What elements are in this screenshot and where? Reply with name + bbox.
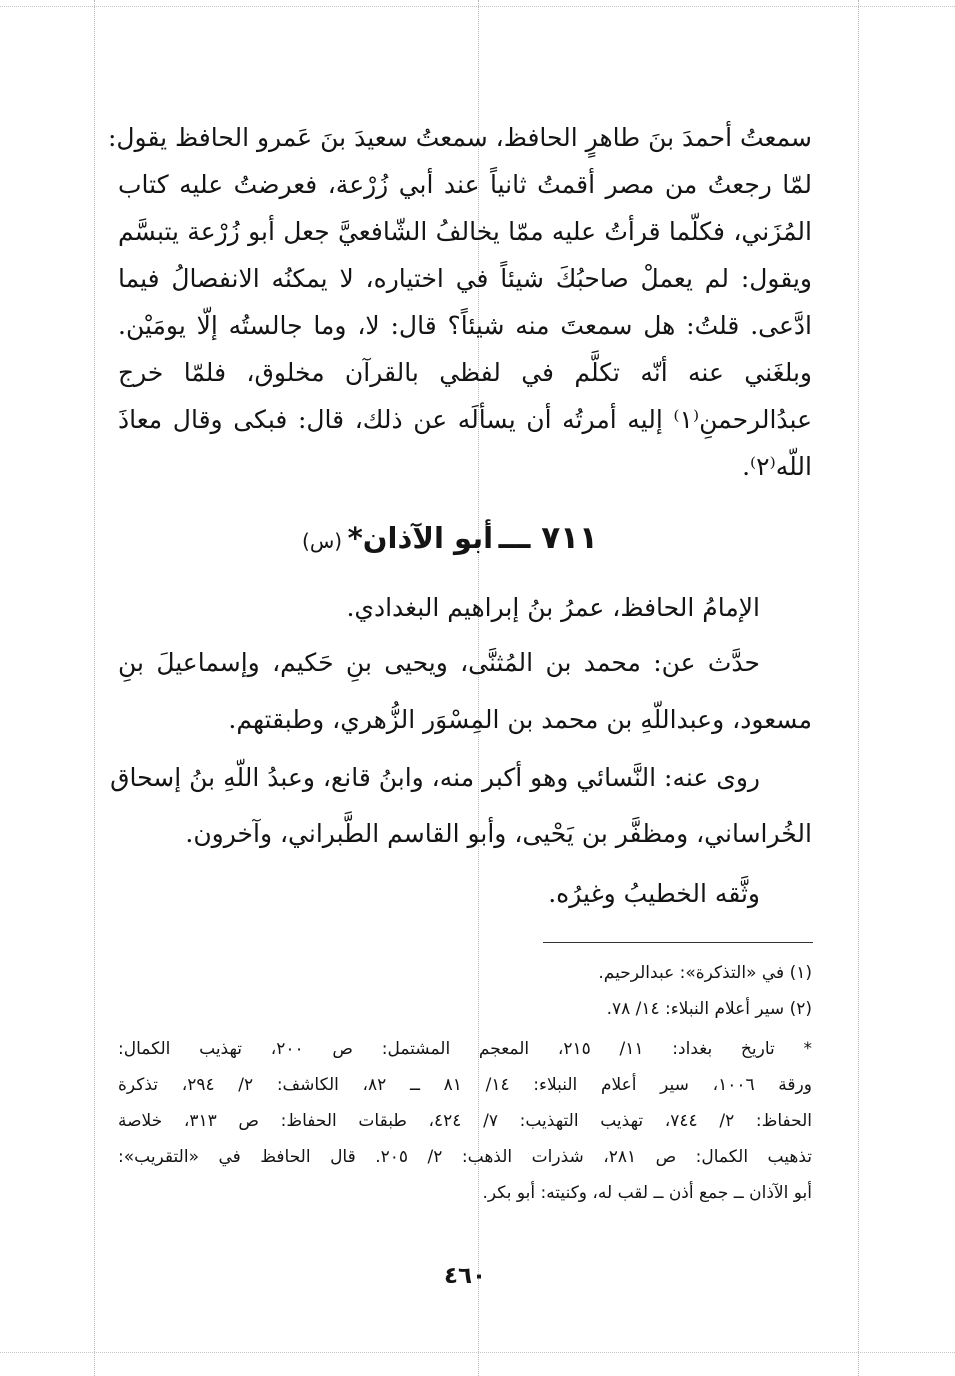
sources-line: تذهيب الكمال: ص ٢٨١، شذرات الذهب: ٢/ ٢٠٥. قال الحافظ في «التقريب»: — [118, 1147, 812, 1167]
text-line: اللّه⁽٢⁾. — [742, 452, 812, 481]
bio-students-line: الخُراساني، ومظفَّر بن يَحْيى، وأبو القاسم الطَّبراني، وآخرون. — [185, 819, 812, 848]
text-line: لمّا رجعتُ من مصر أقمتُ ثانياً عند أبي زُرْعة، فعرضتُ عليه كتاب — [118, 170, 812, 199]
bio-intro: الإمامُ الحافظ، عمرُ بنُ إبراهيم البغدادي. — [346, 593, 760, 622]
bio-trust: وثَّقه الخطيبُ وغيرُه. — [548, 879, 760, 908]
guide-line-bottom — [0, 1352, 955, 1353]
text-line: المُزَني، فكلّما قرأتُ عليه ممّا يخالفُ الشّافعيَّ جعل أبو زُرْعة يتبسَّم — [118, 217, 812, 246]
guide-line-left — [94, 0, 95, 1376]
page-number: ٤٦٠ — [443, 1263, 487, 1289]
footnotes — [118, 958, 812, 1228]
paragraph-top — [107, 118, 812, 498]
guide-line-top — [0, 6, 955, 7]
guide-line-right — [858, 0, 859, 1376]
text-line: ادَّعى. قلتُ: هل سمعتَ منه شيئاً؟ قال: لا، وما جالستُه إلّا يومَيْن. — [118, 311, 812, 340]
sources-line: * تاريخ بغداد: ١١/ ٢١٥، المعجم المشتمل: ص ٢٠٠، تهذيب الكمال: — [118, 1039, 812, 1059]
text-line: عبدُالرحمنِ⁽١⁾ إليه أمرتُه أن يسألَه عن ذلك، قال: فبكى وقال معاذَ — [118, 405, 812, 434]
text-line: سمعتُ أحمدَ بنَ طاهرٍ الحافظ، سمعتُ سعيدَ بنَ عَمرو الحافظ يقول: — [107, 123, 812, 152]
entry-tag: (س) — [302, 529, 343, 553]
entry-heading — [250, 520, 650, 570]
sources-line: الحفاظ: ٢/ ٧٤٤، تهذيب التهذيب: ٧/ ٤٢٤، طبقات الحفاظ: ص ٣١٣، خلاصة — [118, 1111, 813, 1131]
sources-line: ورقة ١٠٠٦، سير أعلام النبلاء: ١٤/ ٨١ ــ ٨٢، الكاشف: ٢/ ٢٩٤، تذكرة — [118, 1075, 812, 1095]
bio-teachers-line: مسعود، وعبداللّهِ بن محمد بن المِسْوَر الزُّهري، وطبقتهم. — [228, 705, 812, 734]
footnote-1: (١) في «التذكرة»: عبدالرحيم. — [598, 963, 812, 983]
sources-line: أبو الآذان ــ جمع أذن ــ لقب له، وكنيته: أبو بكر. — [482, 1183, 812, 1203]
entry-name: أبو الآذان* — [347, 521, 494, 555]
bio-teachers-line: حدَّث عن: محمد بن المُثنَّى، ويحيى بنِ حَكيم، وإسماعيلَ بنِ — [118, 648, 760, 677]
footnote-separator — [543, 942, 813, 943]
biography — [110, 588, 812, 928]
entry-number: ٧١١ ـــ — [498, 520, 598, 556]
bio-students-line: روى عنه: النَّسائي وهو أكبر منه، وابنُ قانع، وعبدُ اللّهِ بنُ إسحاق — [110, 763, 760, 792]
text-line: وبلغَني عنه أنّه تكلَّم في لفظي بالقرآن مخلوق، فلمّا خرج — [118, 358, 812, 387]
text-line: ويقول: لم يعملْ صاحبُكَ شيئاً في اختياره، لا يمكنُه الانفصالُ فيما — [118, 264, 812, 293]
footnote-2: (٢) سير أعلام النبلاء: ١٤/ ٧٨. — [606, 999, 812, 1019]
